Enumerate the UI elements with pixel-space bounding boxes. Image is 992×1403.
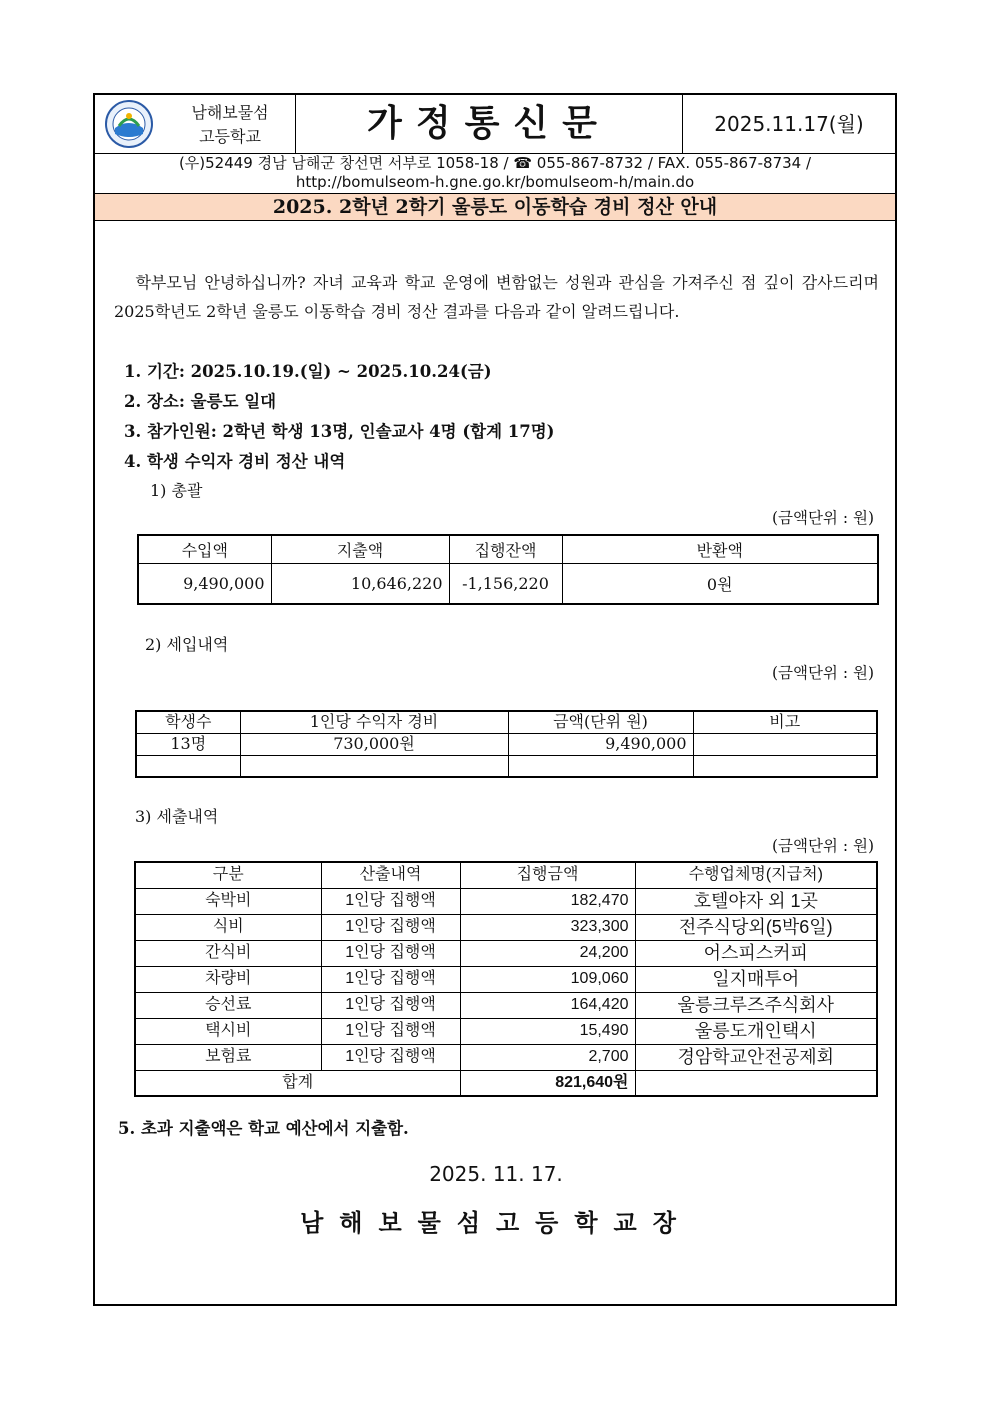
notice-subject: 2025. 2학년 2학기 울릉도 이동학습 경비 정산 안내 — [95, 194, 895, 221]
table-cell: 경암학교안전공제회 — [635, 1044, 877, 1070]
table-row — [135, 914, 877, 940]
summary-heading: 1) 총괄 — [150, 481, 203, 500]
table-cell — [635, 1070, 877, 1096]
total-label: 합계 — [135, 1070, 460, 1096]
table-cell: 택시비 — [135, 1018, 321, 1044]
table-cell: 1인당 집행액 — [321, 966, 460, 992]
table-cell: 호텔야자 외 1곳 — [635, 888, 877, 914]
income-heading: 2) 세입내역 — [145, 635, 229, 654]
table-cell: 식비 — [135, 914, 321, 940]
table-header: 비고 — [693, 711, 877, 733]
note-excess-expense: 5. 초과 지출액은 학교 예산에서 지출함. — [118, 1119, 409, 1138]
table-cell: 15,490 — [460, 1018, 635, 1044]
item-participants: 3. 참가인원: 2학년 학생 13명, 인솔교사 4명 (합계 17명) — [124, 422, 555, 441]
table-cell: 차량비 — [135, 966, 321, 992]
item-period: 1. 기간: 2025.10.19.(일) ~ 2025.10.24(금) — [124, 362, 492, 381]
table-cell: -1,156,220 — [449, 563, 562, 604]
income-table — [135, 710, 878, 778]
address-line: (우)52449 경남 남해군 창선면 서부로 1058-18 / ☎ 055-867-8732 / FAX. 055-867-8734 / — [178, 154, 812, 172]
table-header: 집행금액 — [460, 862, 635, 888]
table-cell: 182,470 — [460, 888, 635, 914]
table-cell: 보험료 — [135, 1044, 321, 1070]
summary-table — [137, 534, 879, 605]
issue-date: 2025.11.17(월) — [714, 112, 864, 136]
table-cell: 전주식당외(5박6일) — [635, 914, 877, 940]
total-row — [135, 1070, 877, 1096]
item-expense-details: 4. 학생 수익자 경비 정산 내역 — [124, 452, 346, 471]
table-cell: 109,060 — [460, 966, 635, 992]
table-cell: 13명 — [136, 733, 240, 755]
table-row — [135, 1044, 877, 1070]
table-cell: 323,300 — [460, 914, 635, 940]
table-header: 학생수 — [136, 711, 240, 733]
item-place: 2. 장소: 울릉도 일대 — [124, 392, 277, 411]
table-cell: 숙박비 — [135, 888, 321, 914]
table-row — [136, 733, 877, 755]
intro-paragraph — [114, 268, 879, 326]
unit-label: (금액단위 : 원) — [771, 509, 874, 527]
total-value: 821,640원 — [460, 1070, 635, 1096]
table-cell: 일지매투어 — [635, 966, 877, 992]
table-cell: 9,490,000 — [508, 733, 693, 755]
table-row — [135, 940, 877, 966]
table-cell: 730,000원 — [240, 733, 508, 755]
expense-table — [134, 861, 878, 1097]
school-name-line1: 남해보물섬 — [191, 103, 269, 122]
school-emblem-icon — [105, 100, 153, 148]
table-cell: 울릉크루즈주식회사 — [635, 992, 877, 1018]
table-cell: 1인당 집행액 — [321, 940, 460, 966]
table-header: 구분 — [135, 862, 321, 888]
table-cell: 1인당 집행액 — [321, 888, 460, 914]
table-cell: 1인당 집행액 — [321, 1018, 460, 1044]
table-header: 지출액 — [271, 535, 449, 563]
table-cell: 어스피스커피 — [635, 940, 877, 966]
table-cell: 0원 — [562, 563, 878, 604]
page-title: 가정통신문 — [296, 95, 683, 153]
table-cell — [693, 733, 877, 755]
table-header: 집행잔액 — [449, 535, 562, 563]
table-cell — [508, 755, 693, 777]
table-cell: 1인당 집행액 — [321, 1044, 460, 1070]
school-logo-cell — [95, 95, 296, 153]
table-header: 수행업체명(지급처) — [635, 862, 877, 888]
school-name-line2: 고등학교 — [199, 127, 261, 146]
website-link[interactable]: http://bomulseom-h.gne.go.kr/bomulseom-h/main.do — [295, 173, 695, 191]
table-row — [135, 992, 877, 1018]
table-cell — [693, 755, 877, 777]
table-row — [135, 966, 877, 992]
table-cell: 24,200 — [460, 940, 635, 966]
school-address — [95, 154, 895, 194]
table-cell: 1인당 집행액 — [321, 992, 460, 1018]
table-cell: 2,700 — [460, 1044, 635, 1070]
table-cell: 승선료 — [135, 992, 321, 1018]
table-row — [135, 1018, 877, 1044]
table-cell: 9,490,000 — [138, 563, 271, 604]
table-row — [135, 888, 877, 914]
table-header: 산출내역 — [321, 862, 460, 888]
table-cell: 간식비 — [135, 940, 321, 966]
unit-label: (금액단위 : 원) — [771, 837, 874, 855]
principal-signature: 남해보물섬고등학교장 — [300, 1209, 692, 1237]
table-cell: 164,420 — [460, 992, 635, 1018]
table-cell: 울릉도개인택시 — [635, 1018, 877, 1044]
table-cell — [240, 755, 508, 777]
table-header: 반환액 — [562, 535, 878, 563]
table-cell: 10,646,220 — [271, 563, 449, 604]
table-cell: 1인당 집행액 — [321, 914, 460, 940]
school-name — [175, 101, 285, 149]
unit-label: (금액단위 : 원) — [771, 664, 874, 682]
closing-date: 2025. 11. 17. — [429, 1162, 563, 1186]
table-header: 수입액 — [138, 535, 271, 563]
expense-heading: 3) 세출내역 — [135, 807, 219, 826]
table-header: 금액(단위 원) — [508, 711, 693, 733]
letter-header — [95, 95, 895, 154]
table-row — [136, 755, 877, 777]
table-header: 1인당 수익자 경비 — [240, 711, 508, 733]
table-cell — [136, 755, 240, 777]
intro-text: 학부모님 안녕하십니까? 자녀 교육과 학교 운영에 변함없는 성원과 관심을 가져주신 점 깊이 감사드리며 2025학년도 2학년 울릉도 이동학습 경비 정산 결과를 다음과 같이 알려드립니다. — [114, 273, 879, 321]
